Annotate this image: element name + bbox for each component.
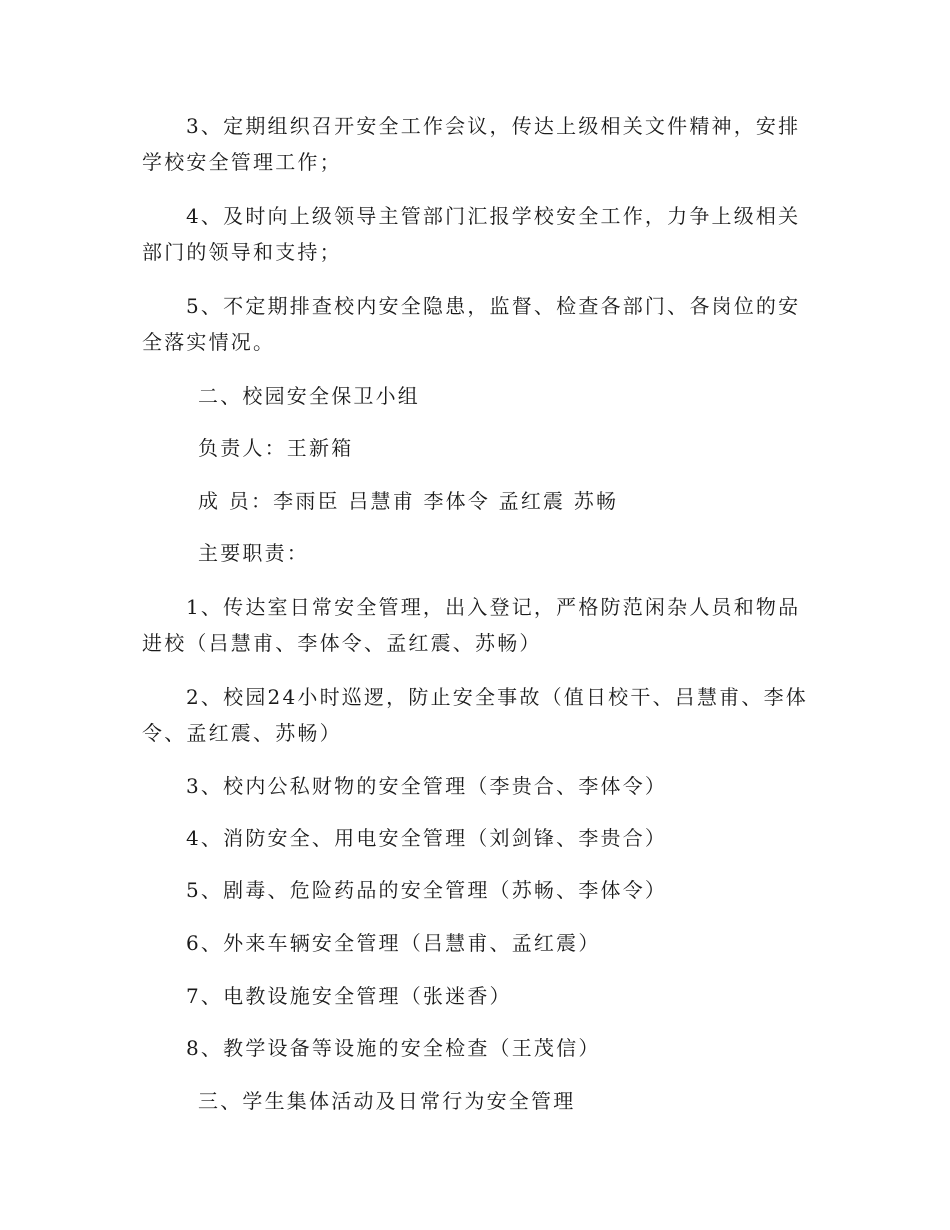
duty-item-3: 3、校内公私财物的安全管理（李贵合、李体令） bbox=[186, 774, 668, 798]
duties-label: 主要职责： bbox=[198, 541, 309, 565]
section-heading-security-team: 二、校园安全保卫小组 bbox=[198, 384, 420, 408]
duty-item-5: 5、剧毒、危险药品的安全管理（苏畅、李体令） bbox=[186, 878, 668, 902]
section-heading-student-activities: 三、学生集体活动及日常行为安全管理 bbox=[198, 1089, 576, 1113]
duty-item-8: 8、教学设备等设施的安全检查（王茂信） bbox=[186, 1036, 601, 1060]
paragraph-item-4: 4、及时向上级领导主管部门汇报学校安全工作，力争上级相关部门的领导和支持； bbox=[142, 204, 801, 264]
paragraph-item-5: 5、不定期排查校内安全隐患，监督、检查各部门、各岗位的安全落实情况。 bbox=[142, 294, 801, 354]
team-members: 成 员：李雨臣 吕慧甫 李体令 孟红震 苏畅 bbox=[198, 489, 619, 513]
duty-item-1: 1、传达室日常安全管理，出入登记，严格防范闲杂人员和物品进校（吕慧甫、李体令、孟红震、苏畅） bbox=[142, 595, 801, 655]
duty-item-7: 7、电教设施安全管理（张迷香） bbox=[186, 984, 512, 1008]
paragraph-item-3: 3、定期组织召开安全工作会议，传达上级相关文件精神，安排学校安全管理工作； bbox=[142, 114, 801, 174]
duty-item-6: 6、外来车辆安全管理（吕慧甫、孟红震） bbox=[186, 931, 601, 955]
duty-item-4: 4、消防安全、用电安全管理（刘剑锋、李贵合） bbox=[186, 826, 668, 850]
duty-item-2: 2、校园24小时巡逻，防止安全事故（值日校干、吕慧甫、李体令、孟红震、苏畅） bbox=[142, 685, 808, 745]
team-leader: 负责人：王新箱 bbox=[198, 436, 354, 460]
